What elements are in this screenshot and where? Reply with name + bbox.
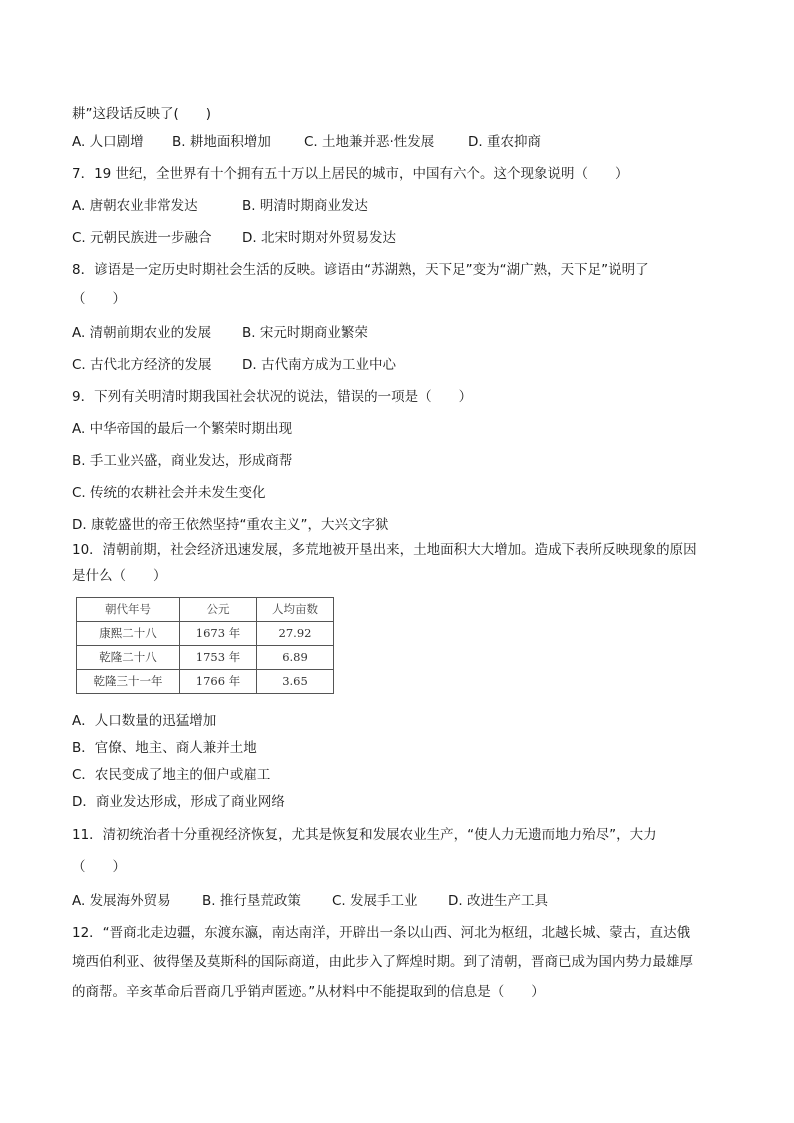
q8-stem-line1: 8．谚语是一定历史时期社会生活的反映。谚语由“苏湖熟，天下足”变为“湖广熟，天下足”说明了 xyxy=(72,262,649,278)
table-header-cell: 人均亩数 xyxy=(257,598,334,622)
q11-option-a[interactable]: A. 发展海外贸易 xyxy=(72,893,171,909)
q11-option-c[interactable]: C. 发展手工业 xyxy=(332,893,418,909)
q9-option-d[interactable]: D. 康乾盛世的帝王依然坚持“重农主义”，大兴文字狱 xyxy=(72,517,389,533)
table-row xyxy=(77,622,334,646)
q6-stem: 耕”这段话反映了( ) xyxy=(72,106,212,122)
table-cell: 1673 年 xyxy=(180,622,257,646)
q12-stem-line2: 境西伯利亚、彼得堡及莫斯科的国际商道，由此步入了辉煌时期。到了清朝，晋商已成为国内势力最雄厚 xyxy=(72,954,693,970)
q8-option-a[interactable]: A. 清朝前期农业的发展 xyxy=(72,325,212,341)
table-row xyxy=(77,670,334,694)
table-cell: 27.92 xyxy=(257,622,334,646)
q11-option-b[interactable]: B. 推行垦荒政策 xyxy=(202,893,301,909)
population-land-table xyxy=(76,597,334,694)
q8-option-c[interactable]: C. 古代北方经济的发展 xyxy=(72,357,212,373)
q8-stem-line2: （ ） xyxy=(72,291,126,307)
q6-option-b[interactable]: B. 耕地面积增加 xyxy=(172,134,271,150)
table-cell: 乾隆二十八 xyxy=(77,646,180,670)
q7-options-row1 xyxy=(72,200,368,214)
q7-option-d[interactable]: D. 北宋时期对外贸易发达 xyxy=(242,230,396,246)
q7-option-b[interactable]: B. 明清时期商业发达 xyxy=(242,198,368,214)
table-row xyxy=(77,646,334,670)
q7-option-c[interactable]: C. 元朝民族进一步融合 xyxy=(72,230,212,246)
q6-option-a[interactable]: A. 人口剧增 xyxy=(72,134,144,150)
table-cell: 康熙二十八 xyxy=(77,622,180,646)
q8-options-row2 xyxy=(72,359,396,373)
q11-stem-line2: （ ） xyxy=(72,859,126,875)
q10-stem-line2: 是什么（ ） xyxy=(72,568,167,584)
q7-option-a[interactable]: A. 唐朝农业非常发达 xyxy=(72,198,198,214)
q6-options xyxy=(72,136,541,150)
q9-option-b[interactable]: B. 手工业兴盛，商业发达，形成商帮 xyxy=(72,453,293,469)
q6-option-d[interactable]: D. 重农抑商 xyxy=(468,134,541,150)
table-cell: 3.65 xyxy=(257,670,334,694)
q12-stem-line3: 的商帮。辛亥革命后晋商几乎销声匿迹。”从材料中不能提取到的信息是（ ） xyxy=(72,984,545,1000)
q8-option-b[interactable]: B. 宋元时期商业繁荣 xyxy=(242,325,368,341)
table-cell: 1766 年 xyxy=(180,670,257,694)
q8-options-row1 xyxy=(72,327,368,341)
table-header-cell: 公元 xyxy=(180,598,257,622)
table-cell: 乾隆三十一年 xyxy=(77,670,180,694)
q11-option-d[interactable]: D. 改进生产工具 xyxy=(448,893,548,909)
q9-stem: 9．下列有关明清时期我国社会状况的说法，错误的一项是（ ） xyxy=(72,389,473,405)
table-cell: 1753 年 xyxy=(180,646,257,670)
q7-stem: 7．19 世纪，全世界有十个拥有五十万以上居民的城市，中国有六个。这个现象说明（ ） xyxy=(72,166,629,182)
q7-options-row2 xyxy=(72,232,396,246)
q10-option-d[interactable]: D．商业发达形成，形成了商业网络 xyxy=(72,794,285,810)
table-header-cell: 朝代年号 xyxy=(77,598,180,622)
q8-option-d[interactable]: D. 古代南方成为工业中心 xyxy=(242,357,396,373)
table-cell: 6.89 xyxy=(257,646,334,670)
q11-stem-line1: 11．清初统治者十分重视经济恢复，尤其是恢复和发展农业生产，“使人力无遗而地力殆尽”，大力 xyxy=(72,827,657,843)
q6-option-c[interactable]: C. 土地兼并恶·性发展 xyxy=(304,134,435,150)
q10-stem-line1: 10．清朝前期，社会经济迅速发展，多荒地被开垦出来，土地面积大大增加。造成下表所反映现象的原因 xyxy=(72,542,697,558)
q10-option-b[interactable]: B．官僚、地主、商人兼并土地 xyxy=(72,740,257,756)
q9-option-a[interactable]: A. 中华帝国的最后一个繁荣时期出现 xyxy=(72,421,293,437)
q10-option-c[interactable]: C．农民变成了地主的佃户或雇工 xyxy=(72,767,271,783)
table-header-row xyxy=(77,598,334,622)
q9-option-c[interactable]: C. 传统的农耕社会并未发生变化 xyxy=(72,485,266,501)
q11-options xyxy=(72,895,548,909)
q10-option-a[interactable]: A．人口数量的迅猛增加 xyxy=(72,713,217,729)
q12-stem-line1: 12．“晋商北走边疆，东渡东瀛，南达南洋，开辟出一条以山西、河北为枢纽，北越长城、蒙古，直达俄 xyxy=(72,925,691,941)
